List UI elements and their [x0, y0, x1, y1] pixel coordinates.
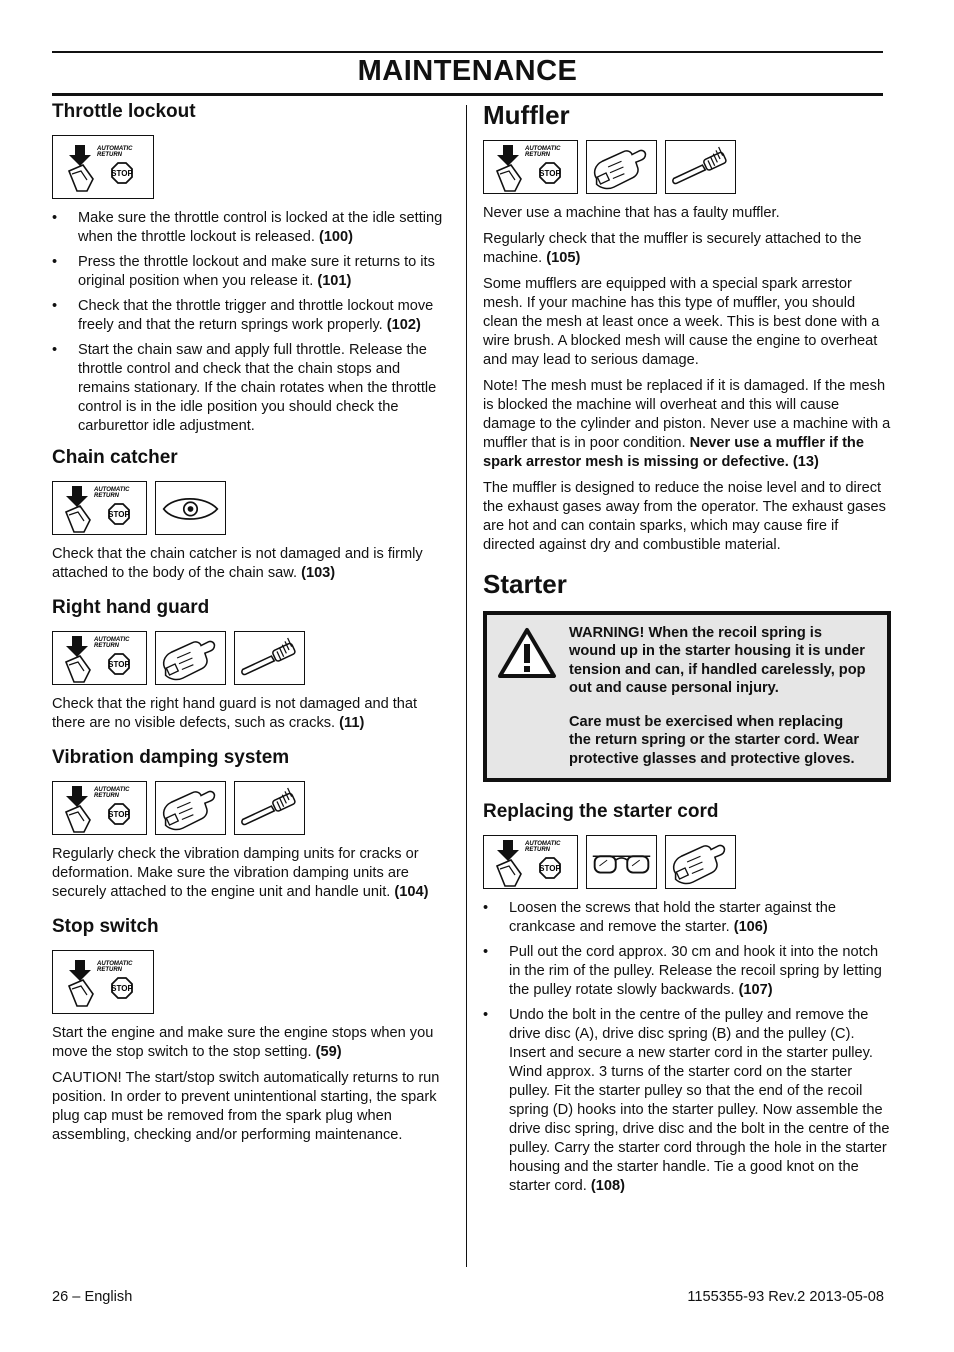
chain-catcher-text: Check that the chain catcher is not damaged and is firmly attached to the body of the chain saw. (103): [52, 546, 423, 581]
icon-row: [52, 781, 452, 835]
brush-icon: [234, 781, 305, 835]
list-item: • Start the chain saw and apply full throttle. Release the throttle control and check that the chain stops and remains stationary. If the chain rotates when the throttle control is in the idle position you should check the carburettor idle adjustment.: [52, 341, 452, 436]
section-heading-vibration-damping: Vibration damping system: [52, 747, 290, 768]
icon-row: [52, 481, 452, 535]
right-hand-guard-text: Check that the right hand guard is not damaged and that there are no visible defects, such as cracks. (11): [52, 696, 418, 731]
automatic-return-stop-icon: [483, 140, 578, 194]
section-heading-stop-switch: Stop switch: [52, 916, 159, 937]
warning-triangle-icon: [497, 627, 557, 679]
footer-page-number: 26 – English: [52, 1289, 133, 1305]
warning-text-2: Care must be exercised when replacing the return spring or the starter cord. Wear protective glasses and protective gloves.: [569, 714, 860, 767]
throttle-lockout-list: [52, 209, 452, 436]
column-divider: [466, 105, 467, 1267]
muffler-text-3: Some mufflers are equipped with a special spark arrestor mesh. If your machine has this type of muffler, you should clean the mesh at least once a week. This is best done with a wire brush. A blocked mesh will cause the engine to overheat and may lead to serious damage.: [483, 276, 880, 368]
glove-icon: [155, 781, 226, 835]
list-item: • Press the throttle lockout and make sure it returns to its original position when you release it. (101): [52, 253, 452, 291]
muffler-text-5: The muffler is designed to reduce the noise level and to direct the exhaust gases away from the operator. The exhaust gases are hot and can contain sparks, which may cause fire if directed against dry and combustible material.: [483, 480, 886, 553]
section-heading-chain-catcher: Chain catcher: [52, 447, 178, 468]
automatic-return-stop-icon: [52, 135, 154, 199]
starter-cord-list: [483, 899, 891, 1196]
automatic-return-stop-icon: [52, 481, 147, 535]
list-item: • Make sure the throttle control is locked at the idle setting when the throttle lockout is released. (100): [52, 209, 452, 247]
icon-row: [483, 140, 891, 194]
list-item: • Pull out the cord approx. 30 cm and hook it into the notch in the rim of the pulley. Release the recoil spring by letting the pulley rotate slowly backwards. (107): [483, 943, 891, 1000]
muffler-text-2: Regularly check that the muffler is securely attached to the machine. (105): [483, 231, 862, 266]
brush-icon: [234, 631, 305, 685]
glove-icon: [586, 140, 657, 194]
glove-icon: [155, 631, 226, 685]
section-heading-muffler: Muffler: [483, 100, 570, 130]
safety-glasses-icon: [586, 835, 657, 889]
icon-row: [52, 135, 452, 199]
header-rule: [52, 51, 883, 53]
automatic-return-stop-icon: [483, 835, 578, 889]
right-column: [483, 100, 891, 1206]
vibration-damping-text: Regularly check the vibration damping units for cracks or deformation. Make sure the vibration damping units are securely attached to the engine unit and handle unit. (104): [52, 846, 429, 900]
eye-icon: [155, 481, 226, 535]
brush-icon: [665, 140, 736, 194]
warning-text-1: WARNING! When the recoil spring is wound up in the starter housing it is under tension and can, if handled carelessly, pop out and cause personal injury.: [569, 625, 866, 696]
muffler-text-1: Never use a machine that has a faulty muffler.: [483, 205, 780, 221]
section-heading-throttle-lockout: Throttle lockout: [52, 101, 196, 122]
glove-icon: [665, 835, 736, 889]
section-heading-replacing-starter-cord: Replacing the starter cord: [483, 801, 719, 823]
list-item: • Loosen the screws that hold the starter against the crankcase and remove the starter. (106): [483, 899, 891, 937]
left-column: [52, 100, 452, 1152]
automatic-return-stop-icon: [52, 631, 147, 685]
icon-row: [52, 950, 452, 1014]
list-item: • Undo the bolt in the centre of the pulley and remove the drive disc (A), drive disc spring (B) and the pulley (C). Insert and secure a new starter cord in the starter pulley. Wind approx. 3 turns of the starter cord on the starter pulley. Fit the starter pulley so that the end of the recoil spring (D) hooks into the starter pulley. Now assemble the drive disc spring, drive disc and the bolt in the centre of the pulley. Carry the starter cord through the hole in the starter housing and the starter handle. Tie a good knot on the starter cord. (108): [483, 1006, 891, 1196]
section-heading-right-hand-guard: Right hand guard: [52, 597, 210, 618]
automatic-return-stop-icon: [52, 781, 147, 835]
footer-document-id: 1155355-93 Rev.2 2013-05-08: [687, 1289, 884, 1305]
muffler-text-4: Note! The mesh must be replaced if it is damaged. If the mesh is blocked the machine will overheat and this will cause damage to the cylinder and piston. Never use a machine with a muffler that is in poor condition. Never use a muffler if the spark arrestor mesh is missing or defective. (13): [483, 378, 891, 470]
page-title: MAINTENANCE: [357, 55, 578, 87]
title-rule: [52, 93, 883, 96]
icon-row: [483, 835, 891, 889]
section-heading-starter: Starter: [483, 569, 567, 599]
stop-switch-caution: CAUTION! The start/stop switch automatically returns to run position. In order to prevent unintentional starting, the spark plug cap must be removed from the spark plug when assembling, checking and/or performing maintenance.: [52, 1070, 440, 1143]
icon-row: [52, 631, 452, 685]
list-item: • Check that the throttle trigger and throttle lockout move freely and that the return springs work properly. (102): [52, 297, 452, 335]
warning-box: [483, 611, 891, 782]
automatic-return-stop-icon: [52, 950, 154, 1014]
stop-switch-text: Start the engine and make sure the engine stops when you move the stop switch to the stop setting. (59): [52, 1025, 434, 1060]
